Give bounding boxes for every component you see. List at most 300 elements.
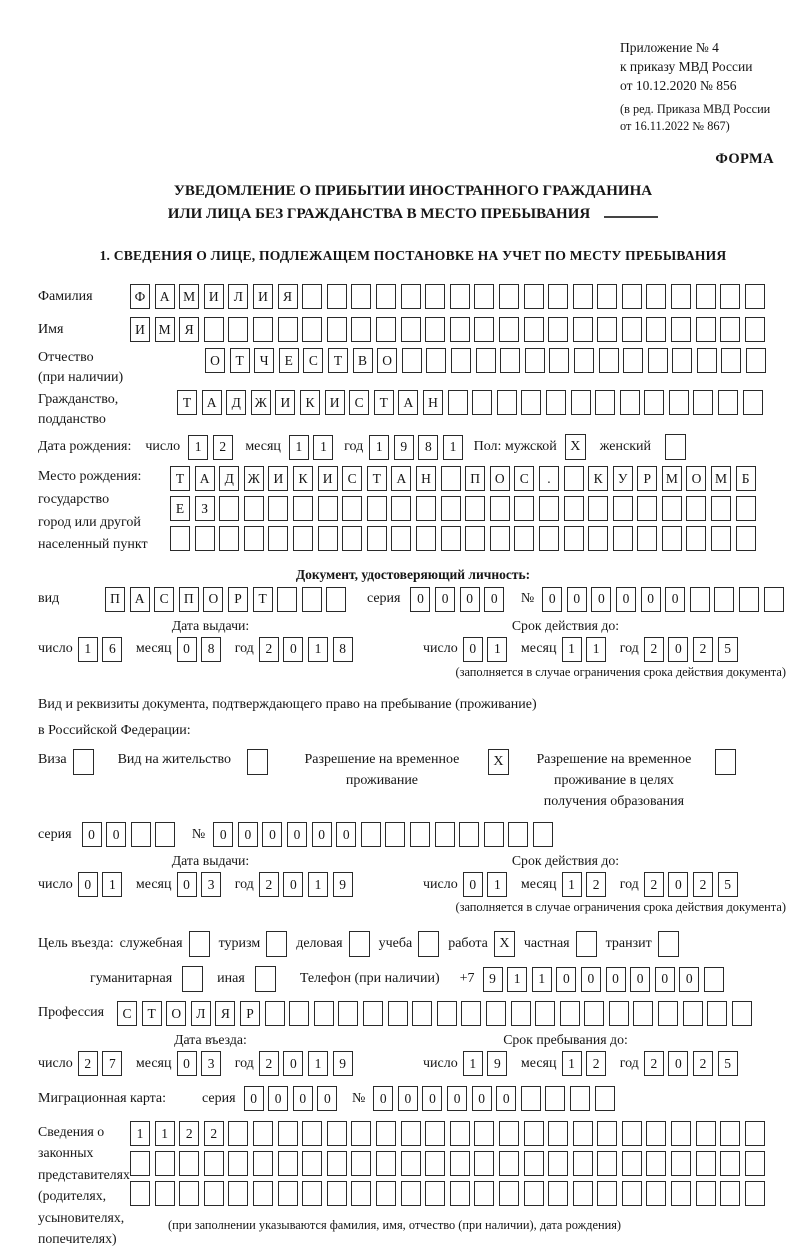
birthplace-block [38,466,788,557]
form-cell: 1 [369,435,389,460]
birthplace-row2-cells [170,496,760,521]
form-cell [720,1121,740,1146]
citizenship-cells [177,390,767,415]
form-cell [511,1001,531,1026]
form-cell [228,1151,248,1176]
form-cell: 1 [562,1051,582,1076]
form-cell [720,1151,740,1176]
firstname-label: Имя [38,321,64,337]
form-cell [711,526,731,551]
valid-year-cells [644,637,742,662]
form-cell: 1 [586,637,606,662]
form-cell: О [205,348,225,373]
form-cell: 0 [238,822,258,847]
form-cell: 0 [373,1086,393,1111]
form-cell: 9 [483,967,503,992]
form-cell [573,1181,593,1206]
form-cell [228,1181,248,1206]
form-cell [646,1181,666,1206]
form-cell [465,496,485,521]
form-cell [696,284,716,309]
surname-cells [130,284,769,309]
form-cell: 0 [410,587,430,612]
form-cell: У [613,466,633,491]
birthdate-row [38,434,788,460]
form-cell [743,390,763,415]
edu-permit-label: Разрешение на временное проживание в целях получения образования [536,752,692,810]
form-cell [696,1181,716,1206]
form-cell: Т [170,466,190,491]
form-cell [268,496,288,521]
form-cell [327,284,347,309]
form-cell [327,1181,347,1206]
form-cell [401,284,421,309]
form-cell [622,317,642,342]
form-cell [351,1151,371,1176]
form-cell [302,1121,322,1146]
form-cell [179,1181,199,1206]
form-cell: 1 [308,637,328,662]
purpose-row2-phone [90,966,788,992]
form-cell: О [490,466,510,491]
form-cell: А [391,466,411,491]
representatives-footnote: (при заполнении указываются фамилия, имя, отчество (при наличии), дата рождения) [168,1218,622,1233]
form-cell: 0 [422,1086,442,1111]
form-cell [155,1151,175,1176]
day-label: число [38,1055,73,1071]
form-cell [302,1181,322,1206]
profession-row [38,1001,788,1026]
form-cell [646,317,666,342]
form-cell [486,1001,506,1026]
form-cell: 3 [201,1051,221,1076]
form-cell: 2 [586,872,606,897]
form-cell [720,284,740,309]
form-cell: 0 [463,872,483,897]
form-cell: 2 [586,1051,606,1076]
form-cell [718,390,738,415]
form-cell: Н [416,466,436,491]
form-cell [739,587,759,612]
entry-date-group [38,1051,383,1076]
form-cell [342,526,362,551]
form-cell [646,284,666,309]
purpose-option-label: служебная [119,936,183,952]
form-cell: Р [228,587,248,612]
form-cell [376,1181,396,1206]
purpose-business-checkbox [349,931,370,957]
form-cell [548,1151,568,1176]
form-cell: 0 [336,822,356,847]
number-label: № [520,591,535,607]
form-cell: Ж [244,466,264,491]
form-cell [686,526,706,551]
form-cell [500,348,520,373]
form-cell: 2 [693,1051,713,1076]
form-cell: 0 [177,872,197,897]
form-cell [342,496,362,521]
form-cell: 1 [289,435,309,460]
form-cell: О [377,348,397,373]
month-label: месяц [135,1055,172,1071]
form-cell: 0 [668,872,688,897]
form-cell: О [166,1001,186,1026]
form-cell [745,1181,765,1206]
form-cell: 0 [244,1086,264,1111]
form-cell [412,1001,432,1026]
form-cell [391,496,411,521]
day-label: число [423,1055,458,1071]
form-cell [584,1001,604,1026]
form-cell: 1 [102,872,122,897]
month-label: месяц [135,641,172,657]
form-cell [278,317,298,342]
form-cell: М [711,466,731,491]
purpose-option-label: гуманитарная [90,971,173,987]
form-cell: 2 [259,872,279,897]
form-cell: 0 [668,1051,688,1076]
form-cell [597,317,617,342]
form-cell: 2 [693,637,713,662]
form-cell: 1 [487,637,507,662]
form-cell [539,496,559,521]
visa-option [38,749,94,775]
form-cell [318,496,338,521]
form-cell [745,1121,765,1146]
form-cell: К [300,390,320,415]
form-cell [646,1121,666,1146]
form-cell [745,284,765,309]
purpose-work-checkbox: X [494,931,515,957]
form-cell: 0 [581,967,601,992]
issue-day-cells [78,872,127,897]
form-cell [548,317,568,342]
form-title [38,180,788,227]
year-label: год [234,876,254,892]
representatives-label: Сведения о законных представителях (родителях, усыновителях, попечителях) [38,1124,130,1246]
form-cell [302,284,322,309]
form-cell [662,526,682,551]
form-cell [474,317,494,342]
form-cell [253,1181,273,1206]
form-cell [376,1121,396,1146]
profession-cells [117,1001,756,1026]
form-cell: З [195,496,215,521]
form-cell: С [117,1001,137,1026]
form-cell [683,1001,703,1026]
purpose-label: Цель въезда: [38,936,114,952]
gender-male-checkbox: X [565,434,586,460]
form-cell [546,390,566,415]
permit-dates-row [38,872,788,897]
form-cell: И [204,284,224,309]
form-cell [278,1121,298,1146]
form-cell: Е [170,496,190,521]
valid-month-cells [562,637,611,662]
form-cell [376,1151,396,1176]
form-cell [426,348,446,373]
month-label: месяц [520,876,557,892]
form-cell [450,284,470,309]
purpose-other-checkbox [255,966,276,992]
form-cell: 1 [308,872,328,897]
year-label: год [619,1055,639,1071]
form-cell [711,496,731,521]
form-cell: А [155,284,175,309]
form-cell: 1 [313,435,333,460]
form-cell [525,348,545,373]
form-cell: 0 [177,1051,197,1076]
form-cell [521,390,541,415]
form-cell: П [465,466,485,491]
form-cell [720,317,740,342]
form-cell [327,1121,347,1146]
form-cell [244,526,264,551]
form-cell: Т [328,348,348,373]
form-cell: 0 [542,587,562,612]
number-label: № [351,1090,366,1106]
form-cell [302,317,322,342]
form-cell [564,466,584,491]
form-cell [573,284,593,309]
series-label: серия [202,1090,236,1106]
form-cell: К [293,466,313,491]
form-cell: А [202,390,222,415]
form-cell: 0 [606,967,626,992]
identity-footnote: (заполняется в случае ограничения срока действия документа) [455,664,786,679]
stay-until-title: Срок пребывания до: [503,1032,628,1048]
form-cell: Л [228,284,248,309]
migration-number-cells [373,1086,619,1111]
form-cell [564,496,584,521]
form-cell [736,526,756,551]
purpose-private-checkbox [576,931,597,957]
form-cell [745,1151,765,1176]
form-cell: 0 [641,587,661,612]
form-cell [327,1151,347,1176]
form-cell [696,1121,716,1146]
form-cell [672,348,692,373]
form-cell [385,822,405,847]
form-cell: Я [215,1001,235,1026]
form-cell [425,1151,445,1176]
year-label: год [234,1055,254,1071]
form-cell [416,496,436,521]
form-cell: 1 [78,637,98,662]
form-cell [514,526,534,551]
form-cell [524,284,544,309]
surname-label: Фамилия [38,288,93,304]
form-cell: И [253,284,273,309]
form-cell [497,390,517,415]
form-cell [595,390,615,415]
form-cell [253,1151,273,1176]
form-cell [646,1151,666,1176]
permit-footnote: (заполняется в случае ограничения срока действия документа) [455,900,786,915]
valid-month-cells [562,872,611,897]
purpose-transit-checkbox [658,931,679,957]
representatives-block [38,1121,788,1249]
form-cell [302,1151,322,1176]
form-cell [435,822,455,847]
form-cell [545,1086,565,1111]
form-cell: 0 [630,967,650,992]
form-cell: 0 [556,967,576,992]
form-cell: С [342,466,362,491]
form-cell [613,526,633,551]
permit-type-row [38,749,788,812]
form-cell [474,284,494,309]
purpose-option-label: транзит [605,936,652,952]
form-cell [155,1181,175,1206]
form-cell [401,1181,421,1206]
form-cell [669,390,689,415]
month-label: месяц [245,439,281,455]
purpose-humanitarian-checkbox [182,966,203,992]
day-label: число [423,876,458,892]
form-cell: Т [253,587,273,612]
year-label: год [234,641,254,657]
form-cell [622,1121,642,1146]
form-cell [623,348,643,373]
form-cell [170,526,190,551]
valid-year-cells [644,872,742,897]
form-cell: О [686,466,706,491]
day-label: число [145,439,181,455]
permit-series-row [38,822,788,847]
edu-permit-option [523,749,736,812]
form-cell: 0 [106,822,126,847]
form-cell: 1 [507,967,527,992]
form-cell [265,1001,285,1026]
doc-kind-label: вид [38,591,60,607]
series-label: серия [38,826,72,842]
form-cell: 1 [155,1121,175,1146]
form-cell: 9 [487,1051,507,1076]
birthplace-label: Место рождения: государство город или другой населенный пункт [38,469,148,553]
form-cell [548,1181,568,1206]
form-cell: 8 [418,435,438,460]
form-cell: 0 [567,587,587,612]
patronymic-label: Отчество (при наличии) [38,350,124,386]
month-label: месяц [135,876,172,892]
issue-day-cells [78,637,127,662]
amendment-block [620,101,788,134]
identity-dates-row [38,637,788,662]
form-cell [361,822,381,847]
doc-series-cells [410,587,508,612]
form-cell [671,317,691,342]
form-cell [499,317,519,342]
form-cell: Т [177,390,197,415]
migration-series-cells [244,1086,342,1111]
form-cell [204,317,224,342]
form-cell [318,526,338,551]
form-cell [293,496,313,521]
firstname-row [38,317,788,342]
form-cell [474,1181,494,1206]
form-cell [293,526,313,551]
form-cell: С [514,466,534,491]
form-cell [573,317,593,342]
form-cell: 6 [102,637,122,662]
form-cell: 0 [668,637,688,662]
form-cell: Р [240,1001,260,1026]
form-cell: 2 [179,1121,199,1146]
form-cell [499,1121,519,1146]
residence-doc-intro: Вид и реквизиты документа, подтверждающего право на пребывание (проживание) в Российской Федерации: [38,696,537,739]
form-cell [696,1151,716,1176]
form-cell [314,1001,334,1026]
form-cell [548,284,568,309]
form-cell [441,496,461,521]
representatives-row1-cells [130,1121,769,1146]
migration-card-label: Миграционная карта: [38,1090,167,1106]
form-cell [228,317,248,342]
form-cell: Л [191,1001,211,1026]
form-cell: 7 [102,1051,122,1076]
purpose-study-checkbox [418,931,439,957]
form-cell [597,1181,617,1206]
form-cell: 1 [443,435,463,460]
purpose-option-label: учеба [378,936,413,952]
form-cell: 0 [484,587,504,612]
appendix-line: Приложение № 4 [620,40,719,55]
phone-cells [483,967,729,992]
form-cell [560,1001,580,1026]
form-cell: Т [142,1001,162,1026]
form-cell [721,348,741,373]
form-cell [622,1181,642,1206]
purpose-row [38,931,788,957]
birth-year-cells [369,435,467,460]
visa-checkbox [73,749,94,775]
form-cell [450,1181,470,1206]
form-cell [524,317,544,342]
temp-permit-option [288,749,509,791]
purpose-option-label: работа [448,936,488,952]
form-cell: П [179,587,199,612]
stay-until-group [423,1051,742,1076]
form-cell [425,1121,445,1146]
form-cell [514,496,534,521]
doc-kind-cells [105,587,351,612]
form-cell: Ж [251,390,271,415]
form-cell [474,1151,494,1176]
surname-row [38,284,788,309]
representatives-row3-cells [130,1181,769,1206]
form-cell: А [130,587,150,612]
entry-month-cells [177,1051,226,1076]
form-cell [450,317,470,342]
form-cell: 0 [312,822,332,847]
form-cell: 1 [487,872,507,897]
issue-date-title: Дата выдачи: [171,853,250,869]
form-cell [490,526,510,551]
form-cell [204,1151,224,1176]
form-cell [441,466,461,491]
form-cell [277,587,297,612]
form-cell: 0 [665,587,685,612]
form-cell [595,1086,615,1111]
form-cell [549,348,569,373]
form-cell: 1 [188,435,208,460]
form-cell [130,1151,150,1176]
form-cell [499,1151,519,1176]
birthplace-cells-stack [170,466,760,551]
purpose-option-label: деловая [296,936,343,952]
form-cell: 0 [679,967,699,992]
